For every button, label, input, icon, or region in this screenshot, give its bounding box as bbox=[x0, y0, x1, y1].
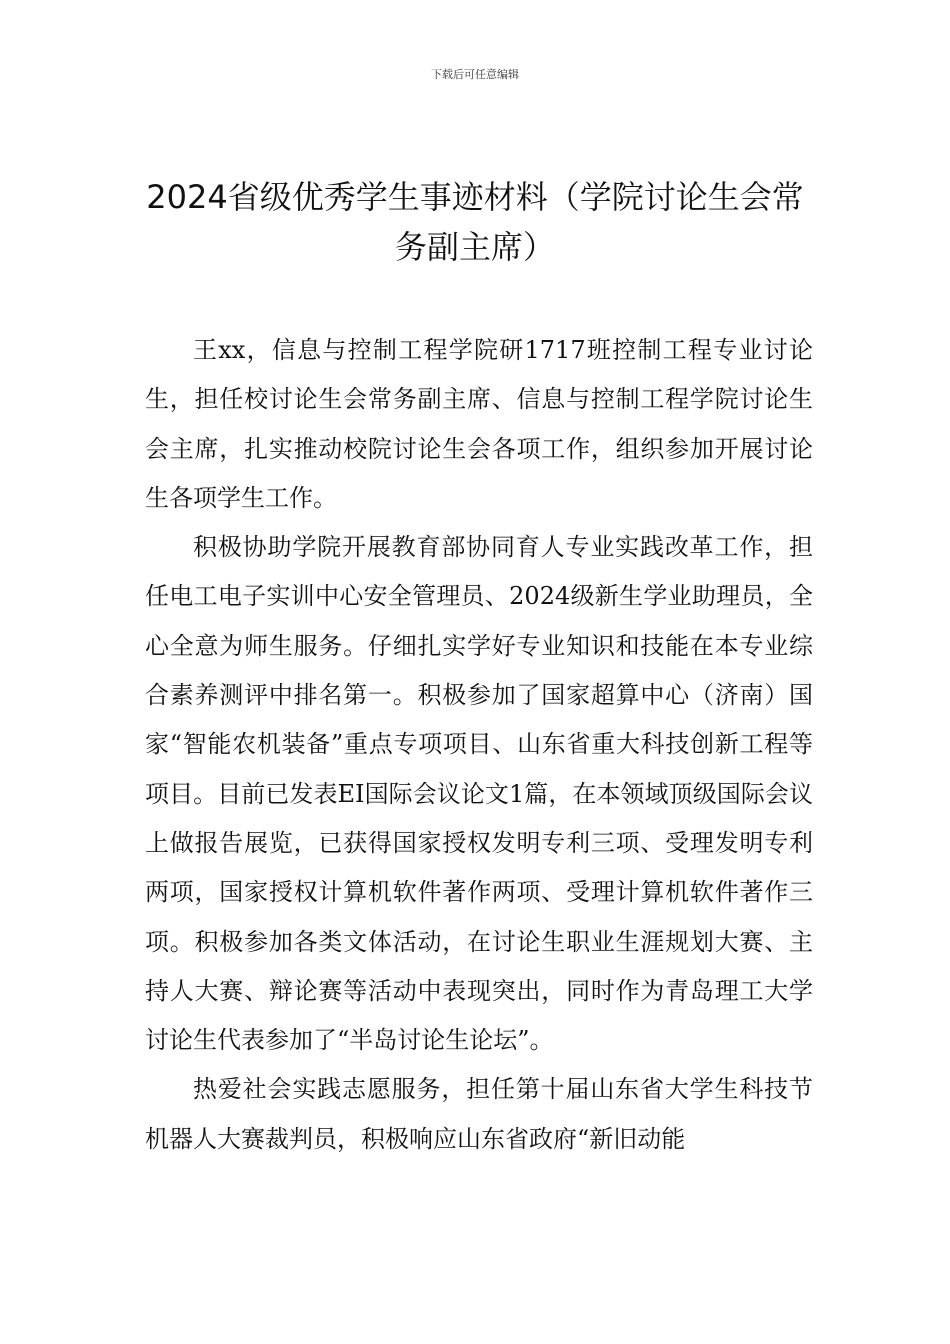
header-note: 下载后可任意编辑 bbox=[431, 68, 519, 81]
paragraph: 积极协助学院开展教育部协同育人专业实践改革工作，担任电工电子实训中心安全管理员、2024级新生学业助理员，全心全意为师生服务。仔细扎实学好专业知识和技能在本专业综合素养测评中排名第一。积极参加了国家超算中心（济南）国家“智能农机装备”重点专项项目、山东省重大科技创新工程等项目。目前已发表EI国际会议论文1篇，在本领域顶级国际会议上做报告展览，已获得国家授权发明专利三项、受理发明专利两项，国家授权计算机软件著作两项、受理计算机软件著作三项。积极参加各类文体活动，在讨论生职业生涯规划大赛、主持人大赛、辩论赛等活动中表现突出，同时作为青岛理工大学讨论生代表参加了“半岛讨论生论坛”。 bbox=[145, 533, 813, 1055]
paragraph: 热爱社会实践志愿服务，担任第十届山东省大学生科技节机器人大赛裁判员，积极响应山东省政府“新旧动能 bbox=[145, 1075, 813, 1153]
paragraph: 王xx，信息与控制工程学院研1717班控制工程专业讨论生，担任校讨论生会常务副主席、信息与控制工程学院讨论生会主席，扎实推动校院讨论生会各项工作，组织参加开展讨论生各项学生工作。 bbox=[145, 336, 813, 512]
document-body bbox=[145, 326, 813, 1164]
document-title: 2024省级优秀学生事迹材料（学院讨论生会常务副主席） bbox=[146, 178, 804, 266]
